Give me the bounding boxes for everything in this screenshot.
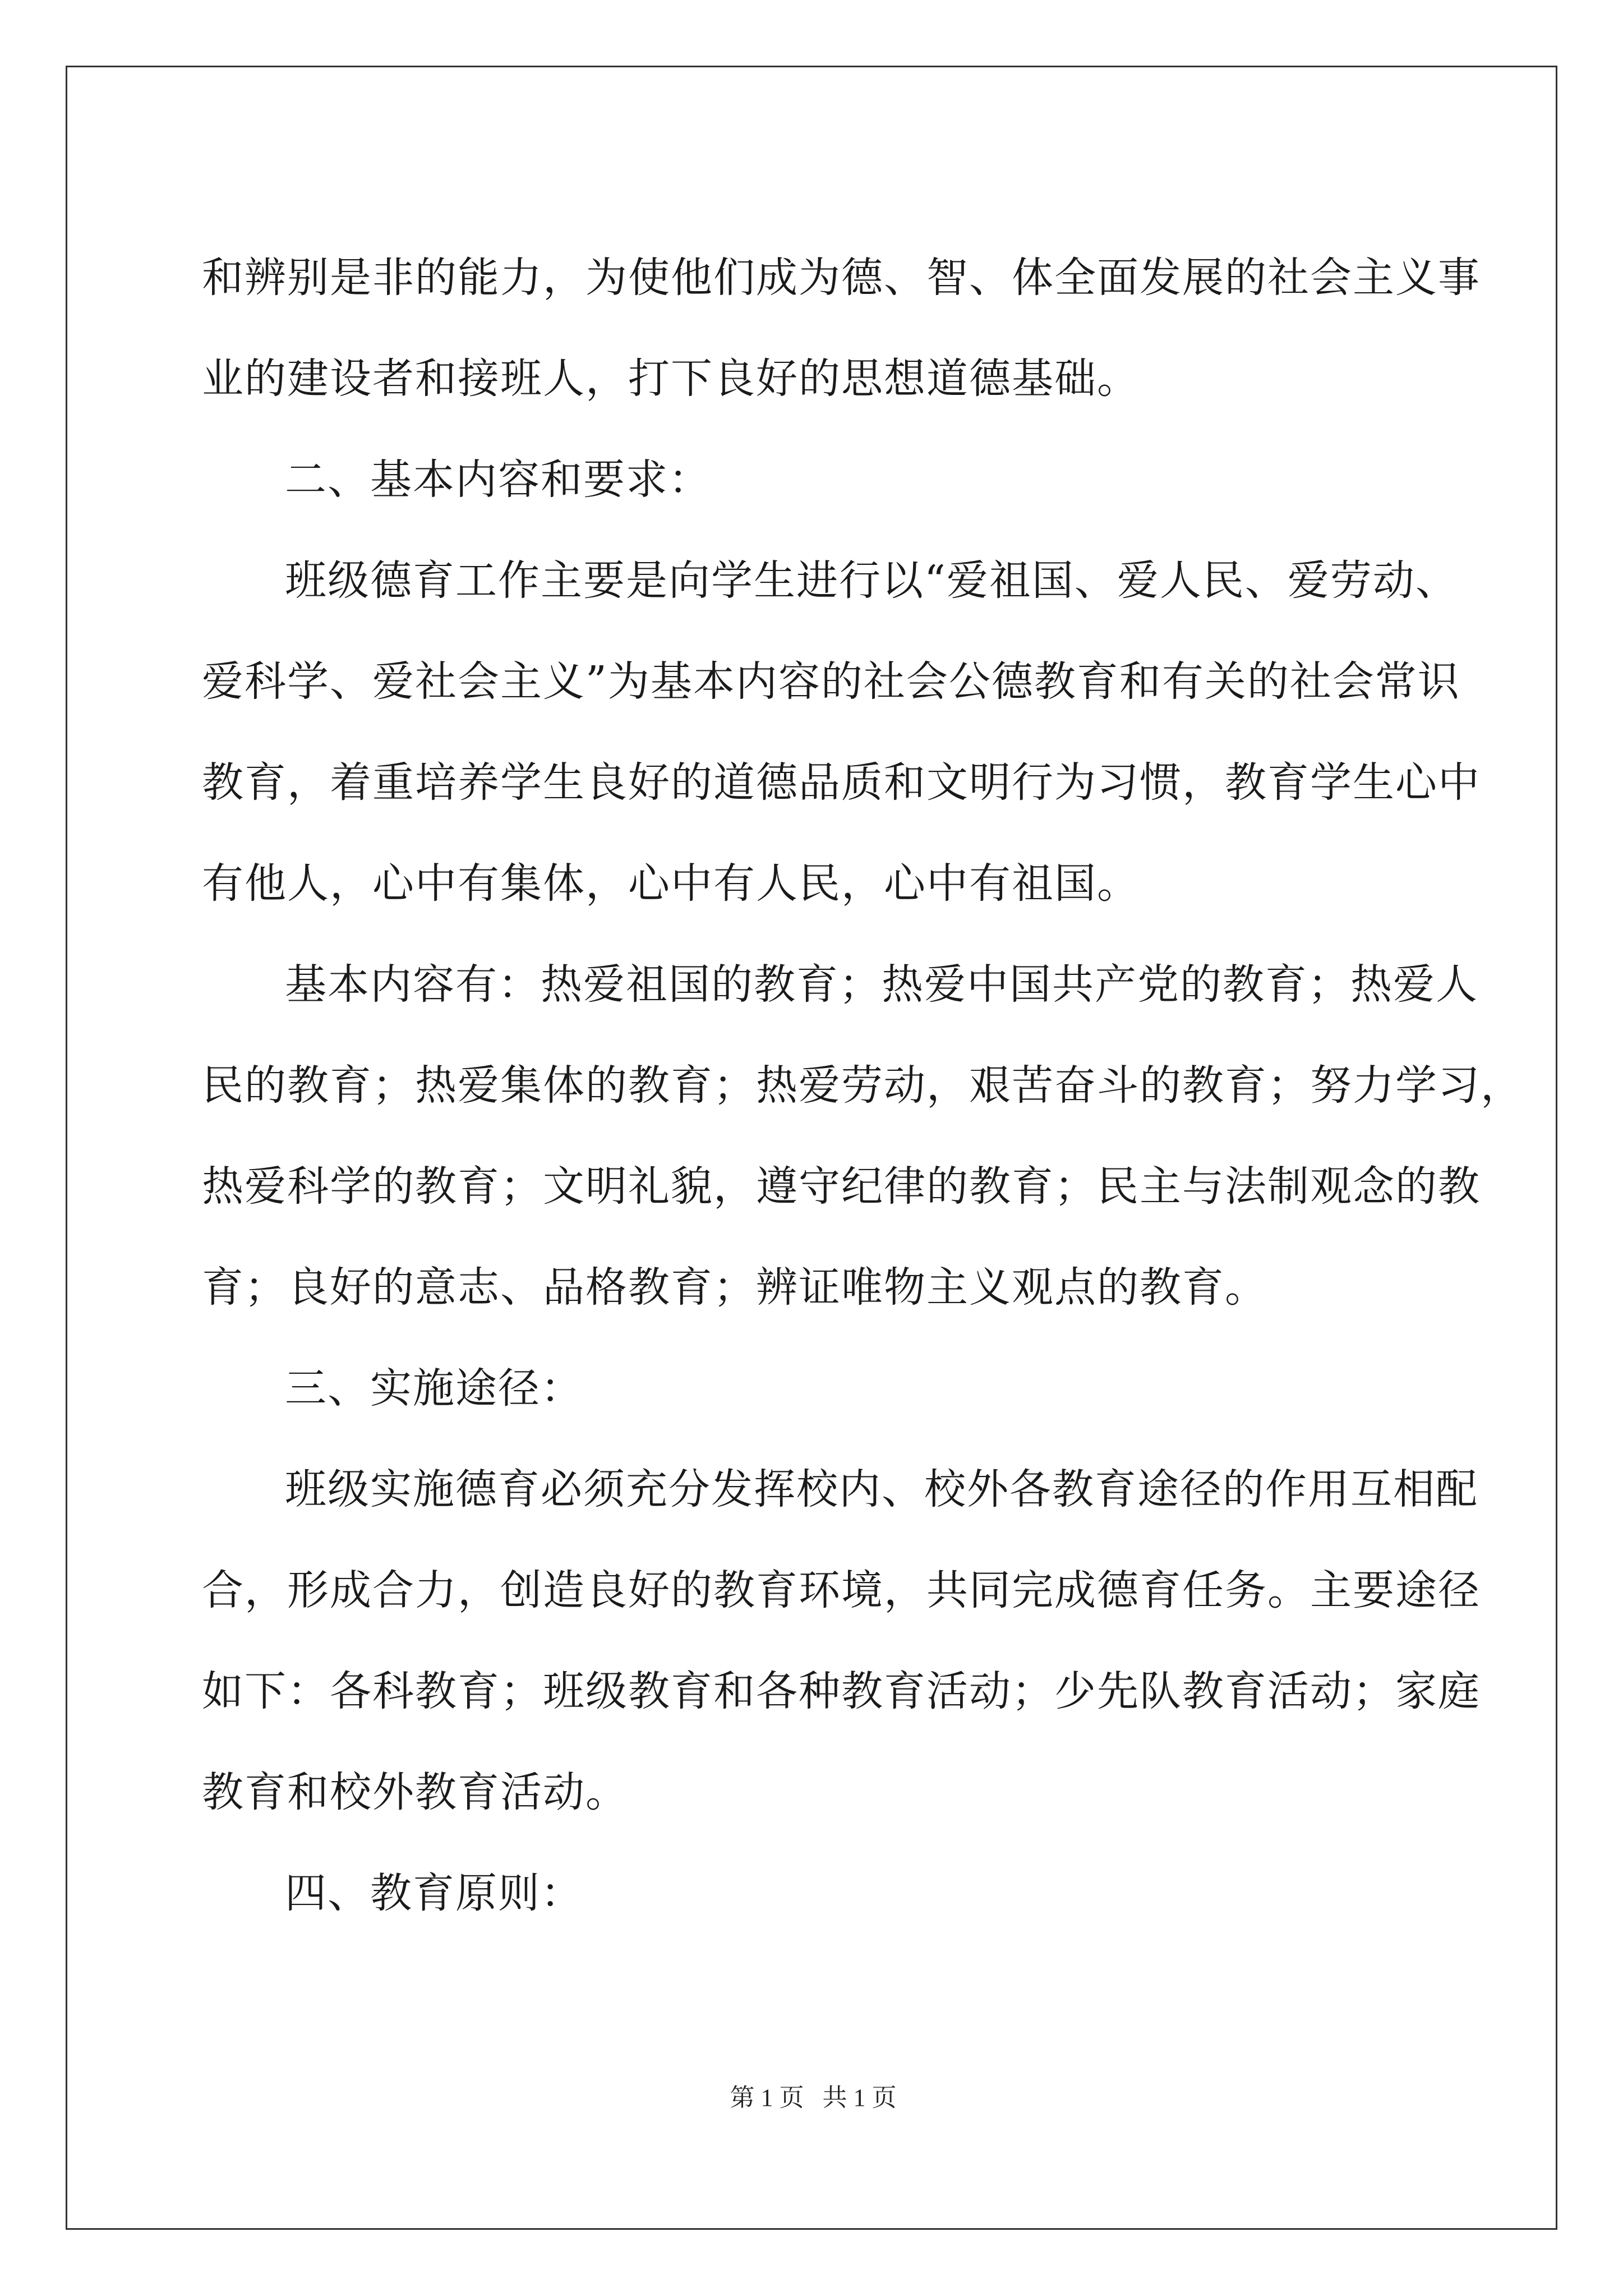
page-frame: [66, 66, 1557, 2230]
paragraph-2-line-1: 班级德育工作主要是向学生进行以“爱祖国、爱人民、爱劳动、: [285, 556, 1458, 605]
paragraph-1-line-2: 业的建设者和接班人，打下良好的思想道德基础。: [202, 355, 1140, 403]
paragraph-3-line-2: 民的教育；热爱集体的教育；热爱劳动，艰苦奋斗的教育；努力学习，: [202, 1061, 1523, 1110]
paragraph-3-line-4: 育；良好的意志、品格教育；辨证唯物主义观点的教育。: [202, 1263, 1267, 1312]
paragraph-4-line-1: 班级实施德育必须充分发挥校内、校外各教育途径的作用互相配: [285, 1465, 1478, 1513]
paragraph-3-line-3: 热爱科学的教育；文明礼貌，遵守纪律的教育；民主与法制观念的教: [202, 1162, 1481, 1211]
section-heading-4: 四、教育原则：: [285, 1869, 583, 1917]
paragraph-2-line-2: 爱科学、爱社会主义”为基本内容的社会公德教育和有关的社会常识: [202, 657, 1460, 706]
paragraph-4-line-3: 如下：各科教育；班级教育和各种教育活动；少先队教育活动；家庭: [202, 1667, 1481, 1715]
paragraph-4-line-4: 教育和校外教育活动。: [202, 1768, 628, 1816]
page-number-footer: 第 1 页 共 1 页: [730, 2084, 897, 2111]
section-heading-3: 三、实施途径：: [285, 1364, 583, 1412]
section-heading-2: 二、基本内容和要求：: [285, 455, 711, 504]
paragraph-3-line-1: 基本内容有：热爱祖国的教育；热爱中国共产党的教育；热爱人: [285, 960, 1478, 1009]
paragraph-2-line-4: 有他人，心中有集体，心中有人民，心中有祖国。: [202, 859, 1140, 908]
paragraph-4-line-2: 合，形成合力，创造良好的教育环境，共同完成德育任务。主要途径: [202, 1566, 1481, 1614]
paragraph-1-line-1: 和辨别是非的能力，为使他们成为德、智、体全面发展的社会主义事: [202, 254, 1481, 302]
paragraph-2-line-3: 教育，着重培养学生良好的道德品质和文明行为习惯，教育学生心中: [202, 758, 1481, 807]
